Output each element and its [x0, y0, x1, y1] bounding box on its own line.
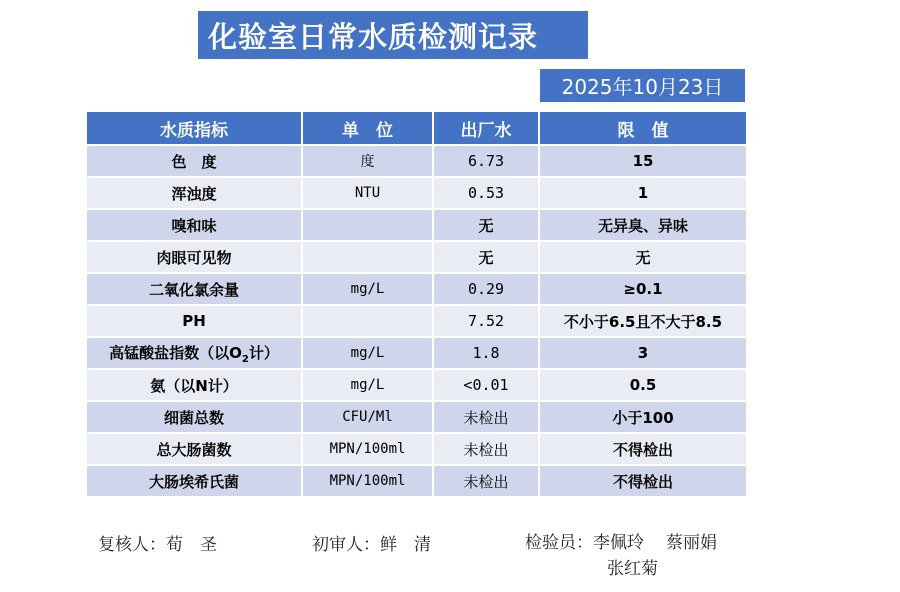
checker-signature	[312, 530, 431, 555]
unit-cell: MPN/100ml	[303, 434, 432, 464]
outlet-value-cell: 未检出	[434, 434, 538, 464]
limit-cell: 15	[540, 146, 746, 176]
unit-cell: CFU/Ml	[303, 402, 432, 432]
outlet-value-cell: 1.8	[434, 338, 538, 368]
limit-cell: 0.5	[540, 370, 746, 400]
tester-name-2: 蔡丽娟	[666, 533, 717, 553]
header-indicator: 水质指标	[87, 112, 301, 144]
outlet-value-cell: <0.01	[434, 370, 538, 400]
indicator-cell: 大肠埃希氏菌	[87, 466, 301, 496]
record-date: 2025年10月23日	[540, 69, 745, 102]
tester-name-1: 李佩玲	[593, 533, 644, 553]
limit-cell: ≥0.1	[540, 274, 746, 304]
limit-cell: 3	[540, 338, 746, 368]
indicator-cell: 氨（以N计）	[87, 370, 301, 400]
unit-cell: NTU	[303, 178, 432, 208]
table-header-row	[87, 112, 746, 144]
indicator-cell: 二氧化氯余量	[87, 274, 301, 304]
water-quality-table	[85, 110, 748, 498]
unit-cell	[303, 306, 432, 336]
table-row	[87, 210, 746, 240]
unit-cell	[303, 210, 432, 240]
indicator-cell: 总大肠菌数	[87, 434, 301, 464]
table-row	[87, 274, 746, 304]
indicator-cell: PH	[87, 306, 301, 336]
outlet-value-cell: 0.53	[434, 178, 538, 208]
outlet-value-cell: 7.52	[434, 306, 538, 336]
table-row	[87, 146, 746, 176]
tester-signature	[525, 530, 717, 582]
table-row	[87, 306, 746, 336]
unit-cell	[303, 242, 432, 272]
limit-cell: 无异臭、异味	[540, 210, 746, 240]
subscript-two: 2	[241, 353, 249, 365]
header-unit: 单 位	[303, 112, 432, 144]
tester-label: 检验员：	[525, 533, 593, 553]
outlet-value-cell: 0.29	[434, 274, 538, 304]
tester-name-3: 张红菊	[607, 559, 658, 579]
indicator-cell: 肉眼可见物	[87, 242, 301, 272]
unit-cell: MPN/100ml	[303, 466, 432, 496]
reviewer-signature	[98, 530, 217, 555]
table-row	[87, 178, 746, 208]
unit-cell: 度	[303, 146, 432, 176]
header-limit: 限 值	[540, 112, 746, 144]
outlet-value-cell: 6.73	[434, 146, 538, 176]
header-outlet-water: 出厂水	[434, 112, 538, 144]
table-row	[87, 402, 746, 432]
indicator-cell: 浑浊度	[87, 178, 301, 208]
reviewer-name: 荀 圣	[166, 535, 217, 555]
indicator-text-suffix: 计）	[248, 343, 279, 362]
outlet-value-cell: 无	[434, 210, 538, 240]
unit-cell: mg/L	[303, 338, 432, 368]
table-row	[87, 338, 746, 368]
table-row	[87, 434, 746, 464]
unit-cell: mg/L	[303, 274, 432, 304]
document-title: 化验室日常水质检测记录	[198, 11, 588, 59]
limit-cell: 不得检出	[540, 466, 746, 496]
reviewer-label: 复核人：	[98, 535, 166, 555]
outlet-value-cell: 无	[434, 242, 538, 272]
limit-cell: 1	[540, 178, 746, 208]
checker-label: 初审人：	[312, 535, 380, 555]
indicator-cell: 细菌总数	[87, 402, 301, 432]
table-row	[87, 370, 746, 400]
limit-cell: 不小于6.5且不大于8.5	[540, 306, 746, 336]
unit-cell: mg/L	[303, 370, 432, 400]
indicator-text: 高锰酸盐指数（以O	[109, 343, 242, 362]
table-row	[87, 466, 746, 496]
indicator-cell: 色 度	[87, 146, 301, 176]
limit-cell: 无	[540, 242, 746, 272]
indicator-cell	[87, 338, 301, 368]
indicator-cell: 嗅和味	[87, 210, 301, 240]
outlet-value-cell: 未检出	[434, 402, 538, 432]
outlet-value-cell: 未检出	[434, 466, 538, 496]
checker-name: 鲜 清	[380, 535, 431, 555]
limit-cell: 小于100	[540, 402, 746, 432]
table-row	[87, 242, 746, 272]
limit-cell: 不得检出	[540, 434, 746, 464]
